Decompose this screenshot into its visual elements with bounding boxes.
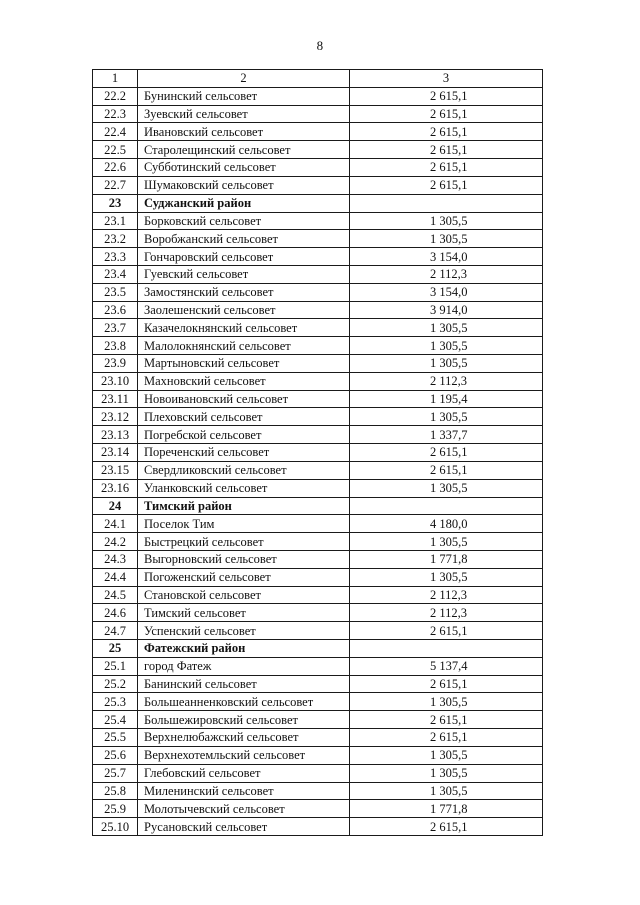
row-amount-cell: 2 112,3 [350,604,543,622]
table-row [93,818,543,836]
row-number-cell: 24.2 [93,533,138,551]
row-name-cell: Замостянский сельсовет [138,283,350,301]
table-row [93,479,543,497]
table-row [93,657,543,675]
row-number-cell: 22.4 [93,123,138,141]
row-number-cell: 25 [93,640,138,658]
row-name-cell: Малолокнянский сельсовет [138,337,350,355]
table-row [93,248,543,266]
row-number-cell: 22.5 [93,141,138,159]
column-header-number: 1 [93,70,138,88]
row-amount-cell: 2 615,1 [350,622,543,640]
row-number-cell: 23.3 [93,248,138,266]
row-amount-cell: 1 337,7 [350,426,543,444]
row-name-cell: Борковский сельсовет [138,212,350,230]
row-number-cell: 25.7 [93,764,138,782]
row-amount-cell: 5 137,4 [350,657,543,675]
district-row [93,194,543,212]
row-number-cell: 23.11 [93,390,138,408]
row-amount-cell [350,497,543,515]
row-name-cell: Заолешенский сельсовет [138,301,350,319]
table-row [93,782,543,800]
row-number-cell: 25.3 [93,693,138,711]
table-row [93,426,543,444]
row-number-cell: 23.6 [93,301,138,319]
column-header-name: 2 [138,70,350,88]
table-row [93,533,543,551]
row-name-cell: Фатежский район [138,640,350,658]
row-amount-cell: 2 615,1 [350,141,543,159]
row-number-cell: 25.4 [93,711,138,729]
table-row [93,746,543,764]
row-name-cell: Погребской сельсовет [138,426,350,444]
row-name-cell: Пореченский сельсовет [138,444,350,462]
row-name-cell: Махновский сельсовет [138,372,350,390]
table-row [93,461,543,479]
table-row [93,729,543,747]
row-amount-cell: 1 305,5 [350,319,543,337]
row-amount-cell: 2 615,1 [350,176,543,194]
row-amount-cell: 1 305,5 [350,782,543,800]
row-name-cell: Старолещинский сельсовет [138,141,350,159]
allocation-table [92,69,543,836]
row-name-cell: Гуевский сельсовет [138,265,350,283]
row-name-cell: Гончаровский сельсовет [138,248,350,266]
row-amount-cell: 2 615,1 [350,105,543,123]
table-row [93,159,543,177]
row-number-cell: 25.1 [93,657,138,675]
table-row [93,265,543,283]
row-number-cell: 23 [93,194,138,212]
row-number-cell: 25.8 [93,782,138,800]
row-amount-cell: 2 615,1 [350,123,543,141]
row-number-cell: 25.9 [93,800,138,818]
page-number: 8 [316,38,324,53]
row-amount-cell: 1 305,5 [350,355,543,373]
row-amount-cell: 1 305,5 [350,212,543,230]
row-number-cell: 23.13 [93,426,138,444]
row-number-cell: 25.6 [93,746,138,764]
row-amount-cell [350,194,543,212]
table-row [93,550,543,568]
row-number-cell: 23.1 [93,212,138,230]
district-row [93,640,543,658]
row-number-cell: 22.7 [93,176,138,194]
row-number-cell: 24.1 [93,515,138,533]
table-row [93,568,543,586]
row-amount-cell: 2 112,3 [350,265,543,283]
row-name-cell: Свердликовский сельсовет [138,461,350,479]
table-row [93,408,543,426]
row-name-cell: Новоивановский сельсовет [138,390,350,408]
row-number-cell: 23.16 [93,479,138,497]
row-number-cell: 24.4 [93,568,138,586]
row-amount-cell: 1 305,5 [350,764,543,782]
table-row [93,800,543,818]
row-number-cell: 23.15 [93,461,138,479]
row-amount-cell: 1 305,5 [350,693,543,711]
table-row [93,675,543,693]
row-name-cell: Ивановский сельсовет [138,123,350,141]
row-name-cell: Быстрецкий сельсовет [138,533,350,551]
table-row [93,390,543,408]
table-row [93,515,543,533]
row-amount-cell: 1 771,8 [350,550,543,568]
table-row [93,283,543,301]
row-number-cell: 23.2 [93,230,138,248]
row-name-cell: Поселок Тим [138,515,350,533]
row-amount-cell: 2 615,1 [350,159,543,177]
row-number-cell: 23.5 [93,283,138,301]
row-number-cell: 24.5 [93,586,138,604]
table-row [93,764,543,782]
row-number-cell: 24.6 [93,604,138,622]
row-name-cell: Выгорновский сельсовет [138,550,350,568]
table-row [93,105,543,123]
row-name-cell: город Фатеж [138,657,350,675]
table-row [93,586,543,604]
row-amount-cell: 2 615,1 [350,461,543,479]
row-number-cell: 23.8 [93,337,138,355]
row-number-cell: 25.5 [93,729,138,747]
district-row [93,497,543,515]
row-number-cell: 22.3 [93,105,138,123]
table-row [93,123,543,141]
row-amount-cell: 1 305,5 [350,408,543,426]
row-name-cell: Тимский сельсовет [138,604,350,622]
table-row [93,337,543,355]
table-row [93,622,543,640]
row-name-cell: Становской сельсовет [138,586,350,604]
row-number-cell: 24 [93,497,138,515]
table-body [93,70,543,836]
table-row [93,444,543,462]
row-amount-cell: 1 305,5 [350,337,543,355]
row-number-cell: 23.7 [93,319,138,337]
table-row [93,176,543,194]
row-name-cell: Большеанненковский сельсовет [138,693,350,711]
row-number-cell: 23.9 [93,355,138,373]
table-row [93,141,543,159]
table-row [93,230,543,248]
table-row [93,693,543,711]
column-header-row [93,70,543,88]
row-name-cell: Казачелокнянский сельсовет [138,319,350,337]
row-amount-cell [350,640,543,658]
row-amount-cell: 1 305,5 [350,479,543,497]
row-amount-cell: 1 771,8 [350,800,543,818]
row-amount-cell: 2 615,1 [350,729,543,747]
row-name-cell: Бунинский сельсовет [138,87,350,105]
table-row [93,604,543,622]
row-name-cell: Мартыновский сельсовет [138,355,350,373]
row-amount-cell: 2 112,3 [350,372,543,390]
row-name-cell: Зуевский сельсовет [138,105,350,123]
row-name-cell: Погоженский сельсовет [138,568,350,586]
row-name-cell: Молотычевский сельсовет [138,800,350,818]
row-number-cell: 23.12 [93,408,138,426]
row-amount-cell: 1 305,5 [350,230,543,248]
table-row [93,87,543,105]
row-amount-cell: 2 615,1 [350,675,543,693]
row-amount-cell: 3 154,0 [350,248,543,266]
row-number-cell: 24.3 [93,550,138,568]
row-amount-cell: 1 305,5 [350,533,543,551]
table-row [93,372,543,390]
row-amount-cell: 4 180,0 [350,515,543,533]
row-amount-cell: 1 195,4 [350,390,543,408]
row-amount-cell: 1 305,5 [350,568,543,586]
row-name-cell: Большежировский сельсовет [138,711,350,729]
row-name-cell: Русановский сельсовет [138,818,350,836]
row-name-cell: Плеховский сельсовет [138,408,350,426]
table-row [93,301,543,319]
row-name-cell: Воробжанский сельсовет [138,230,350,248]
row-amount-cell: 2 615,1 [350,444,543,462]
row-number-cell: 25.10 [93,818,138,836]
row-amount-cell: 2 615,1 [350,711,543,729]
row-amount-cell: 2 112,3 [350,586,543,604]
table-row [93,711,543,729]
row-name-cell: Верхнехотемльский сельсовет [138,746,350,764]
row-name-cell: Миленинский сельсовет [138,782,350,800]
row-name-cell: Верхнелюбажский сельсовет [138,729,350,747]
row-number-cell: 25.2 [93,675,138,693]
row-number-cell: 22.6 [93,159,138,177]
row-amount-cell: 3 154,0 [350,283,543,301]
table-row [93,212,543,230]
row-amount-cell: 2 615,1 [350,818,543,836]
row-name-cell: Успенский сельсовет [138,622,350,640]
row-amount-cell: 2 615,1 [350,87,543,105]
row-number-cell: 23.10 [93,372,138,390]
row-name-cell: Субботинский сельсовет [138,159,350,177]
column-header-amount: 3 [350,70,543,88]
row-name-cell: Шумаковский сельсовет [138,176,350,194]
row-number-cell: 24.7 [93,622,138,640]
table-row [93,355,543,373]
row-name-cell: Глебовский сельсовет [138,764,350,782]
row-number-cell: 22.2 [93,87,138,105]
row-name-cell: Тимский район [138,497,350,515]
row-amount-cell: 3 914,0 [350,301,543,319]
row-name-cell: Суджанский район [138,194,350,212]
table-row [93,319,543,337]
row-amount-cell: 1 305,5 [350,746,543,764]
row-name-cell: Уланковский сельсовет [138,479,350,497]
row-number-cell: 23.14 [93,444,138,462]
row-number-cell: 23.4 [93,265,138,283]
row-name-cell: Банинский сельсовет [138,675,350,693]
